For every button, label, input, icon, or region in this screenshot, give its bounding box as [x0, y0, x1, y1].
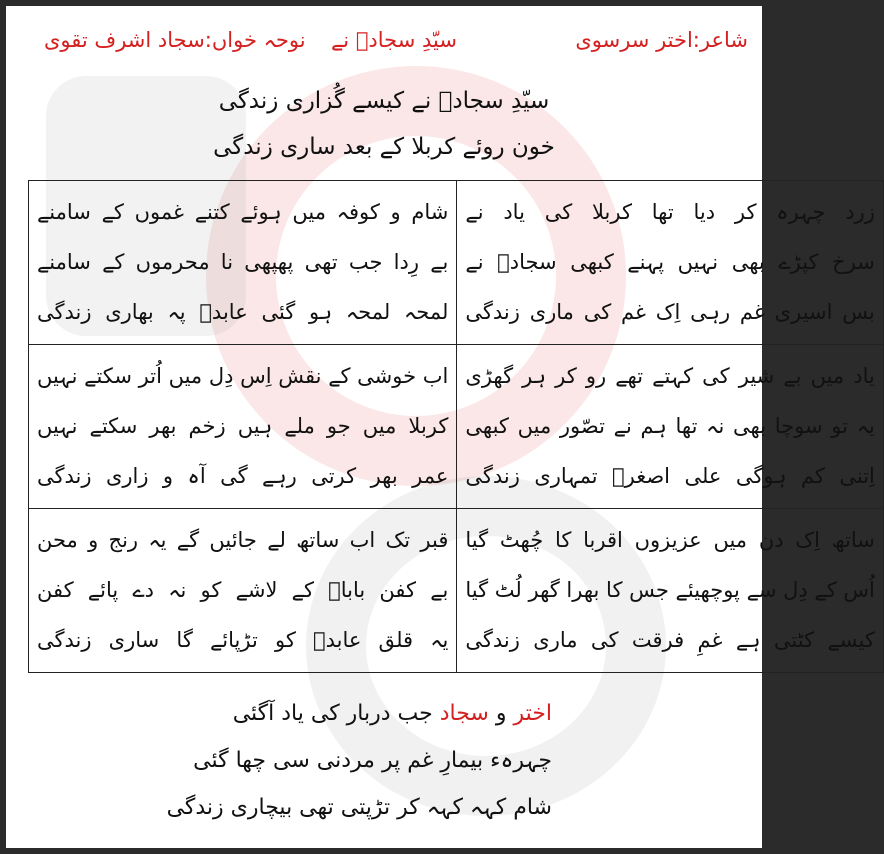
verse-line: اب خوشی کے نقش اِس دِل میں اُتر سکتے نہیں	[37, 364, 449, 388]
poet-name: اختر	[513, 701, 552, 726]
maqta-line-2: چہرہء بیمارِ غم پر مردنی سی چھا گئی	[193, 748, 552, 773]
verse-line: یہ قلق عابدؑ کو تڑپائے گا ساری زندگی	[37, 628, 449, 652]
maqta	[166, 690, 552, 831]
reciter-credit: نوحہ خواں:سجاد اشرف تقوی	[44, 28, 306, 52]
verse-line: اُس کے دِل سے پوچھیئے جس کا بھرا گھر لُٹ گیا	[465, 578, 875, 602]
lyrics-page	[6, 6, 875, 848]
verse-line: شام و کوفہ میں ہوئے کتنے غموں کے سامنے	[37, 200, 449, 224]
stanza-row	[29, 181, 884, 345]
stanza-row	[29, 345, 884, 509]
verse-line: قبر تک اب ساتھ لے جائیں گے یہ رنج و محن	[37, 528, 449, 552]
verse-line: اِتنی کم ہوگی علی اصغرؑ تمہاری زندگی	[465, 464, 875, 488]
verse-line: یہ تو سوچا بھی نہ تھا ہم نے تصّور میں کبھی	[465, 414, 875, 438]
reciter-name: سجاد	[439, 701, 489, 726]
maqta-line-3: شام کہہ کہہ کر تڑپتی تھی بیچاری زندگی	[166, 795, 552, 820]
stanza-cell-right	[457, 181, 883, 345]
verse-line: یاد میں بے شیر کی کہتے تھے رو کر ہر گھڑی	[465, 364, 875, 388]
stanza-row	[29, 509, 884, 673]
verse-line: بس اسیری غم رہی اِک غم کی ماری زندگی	[465, 300, 875, 324]
verse-line: زرد چہرہ کر دیا تھا کربلا کی یاد نے	[465, 200, 875, 224]
stanza-table	[28, 180, 884, 673]
verse-line: لمحہ لمحہ ہو گئی عابدؑ پہ بھاری زندگی	[37, 300, 449, 324]
matla-line-2: خون روئے کربلا کے بعد ساری زندگی	[213, 134, 555, 160]
verse-line: بے رِدا جب تھی پھپھی نا محرموں کے سامنے	[37, 250, 449, 274]
stanza-cell-left	[29, 345, 457, 509]
stanza-cell-left	[29, 509, 457, 673]
stanza-cell-left	[29, 181, 457, 345]
verse-line: سرخ کپڑے بھی نہیں پہنے کبھی سجادؑ نے	[465, 250, 875, 274]
verse-line: بے کفن باباؑ کے لاشے کو نہ دے پائے کفن	[37, 578, 449, 602]
maqta-line-1	[216, 690, 552, 737]
matla-line-1: سیّدِ سجادؑ نے کیسے گُزاری زندگی	[218, 88, 550, 114]
stanza-cell-right	[457, 509, 883, 673]
stanza-cell-right	[457, 345, 883, 509]
verse-line: ساتھ اِک دن میں عزیزوں اقربا کا چُھٹ گیا	[465, 528, 875, 552]
verse-line: عمر بھر کرتی رہے گی آہ و زاری زندگی	[37, 464, 449, 488]
noha-title: سیّدِ سجادؑ نے	[331, 28, 457, 52]
verse-line: کیسے کٹتی ہے غمِ فرقت کی ماری زندگی	[465, 628, 875, 652]
maqta-line-1-rest: جب دربار کی یاد آگئی	[232, 701, 433, 726]
poet-credit: شاعر:اختر سرسوی	[575, 28, 748, 52]
verse-line: کربلا میں جو ملے ہیں زخم بھر سکتے نہیں	[37, 414, 449, 438]
conjunction: و	[495, 701, 507, 726]
